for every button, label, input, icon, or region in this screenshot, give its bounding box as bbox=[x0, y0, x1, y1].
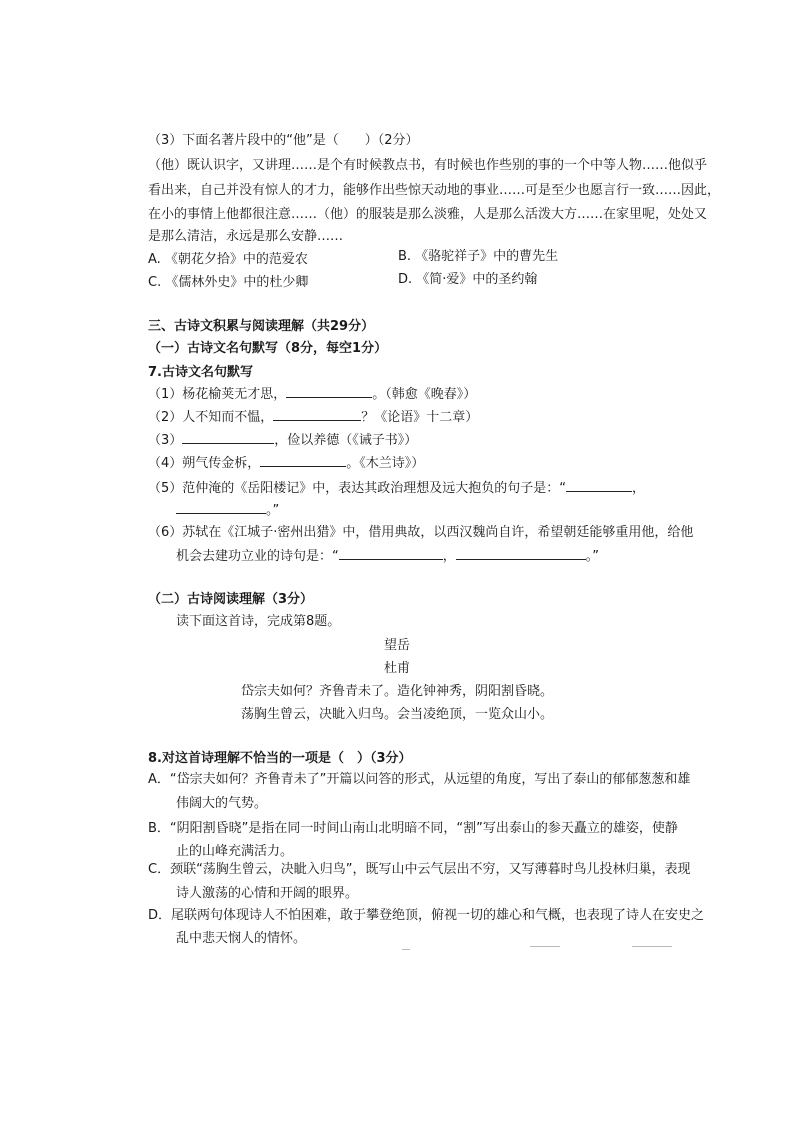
q7-item-3-label: （3） bbox=[148, 433, 183, 448]
part2-title: （二）古诗阅读理解（3分） bbox=[148, 592, 314, 607]
q7-item-3 bbox=[148, 431, 417, 450]
q7-item-2 bbox=[148, 408, 478, 427]
q7-title: 7.古诗文名句默写 bbox=[148, 365, 253, 380]
q7-item-6-text: 机会去建功立业的诗句是：“ bbox=[176, 549, 339, 564]
q8-option-c: C．颈联“荡胸生曾云，决眦入归鸟”，既写山中云气层出不穷，又写薄暮时鸟儿投林归巢，表现 bbox=[148, 862, 691, 877]
q7-item-6: （6）苏轼在《江城子·密州出猎》中，借用典故，以西汉魏尚自许，希望朝廷能够重用他，给他 bbox=[148, 525, 694, 540]
answer-blank[interactable] bbox=[273, 408, 361, 421]
q7-item-4-source: 。《木兰诗》） bbox=[346, 456, 425, 471]
q7-item-3-text: ，俭以养德（《诫子书》） bbox=[274, 433, 418, 448]
scan-mark bbox=[402, 949, 410, 950]
q8-option-a-cont: 伟阔大的气势。 bbox=[176, 796, 268, 811]
answer-blank[interactable] bbox=[260, 454, 346, 467]
q7-item-5-text: （5）范仲淹的《岳阳楼记》中，表达其政治理想及远大抱负的句子是：“ bbox=[148, 481, 567, 496]
section-title: 三、古诗文积累与阅读理解（共29分） bbox=[148, 319, 375, 334]
poem-author: 杜甫 bbox=[383, 661, 410, 676]
q7-item-5-comma: ， bbox=[632, 481, 646, 496]
q8-option-d-cont: 乱中悲天悯人的情怀。 bbox=[176, 931, 307, 946]
q7-item-5 bbox=[148, 479, 645, 498]
q3-passage-line: 在小的事情上他都很注意……（他）的服装是那么淡雅，人是那么活泼大方……在家里呢，处处又 bbox=[148, 207, 708, 222]
q7-item-1-text: （1）杨花榆荚无才思， bbox=[148, 387, 287, 402]
q7-item-6-end: 。” bbox=[585, 549, 600, 564]
q8-option-a: A．“岱宗夫如何？齐鲁青未了”开篇以问答的形式，从远望的角度，写出了泰山的郁郁葱葱和雄 bbox=[148, 772, 691, 787]
q7-item-2-text: （2）人不知而不愠， bbox=[148, 410, 274, 425]
answer-blank[interactable] bbox=[339, 547, 443, 560]
answer-blank[interactable] bbox=[176, 501, 266, 514]
part1-title: （一）古诗文名句默写（8分，每空1分） bbox=[148, 341, 388, 356]
q3-passage-line: 看出来，自己并没有惊人的才力，能够作出些惊天动地的事业……可是至少也愿言行一致……因此， bbox=[148, 183, 721, 198]
scan-mark bbox=[632, 946, 672, 947]
poem-title: 望岳 bbox=[383, 638, 410, 653]
answer-blank[interactable] bbox=[566, 479, 632, 492]
q7-item-2-source: ？《论语》十二章） bbox=[361, 410, 479, 425]
poem-line: 岱宗夫如何？齐鲁青未了。造化钟神秀，阴阳割昏晓。 bbox=[240, 684, 553, 699]
q3-option-c: C. 《儒林外史》中的杜少卿 bbox=[148, 275, 309, 290]
q8-option-d: D．尾联两句体现诗人不怕困难，敢于攀登绝顶，俯视一切的雄心和气概，也表现了诗人在安史之 bbox=[148, 908, 705, 923]
q3-stem: （3）下面名著片段中的“他”是（ ）（2分） bbox=[148, 133, 419, 148]
poem-line: 荡胸生曾云，决眦入归鸟。会当凌绝顶，一览众山小。 bbox=[240, 707, 553, 722]
q7-item-4 bbox=[148, 454, 424, 473]
part2-intro: 读下面这首诗，完成第8题。 bbox=[176, 614, 341, 629]
q7-item-6-comma: ， bbox=[442, 549, 456, 564]
q7-item-4-text: （4）朔气传金柝， bbox=[148, 456, 261, 471]
q7-item-1-source: 。（韩愈《晚春》） bbox=[372, 387, 477, 402]
q3-option-a: A. 《朝花夕拾》中的范爱农 bbox=[148, 252, 308, 267]
q8-option-b-cont: 止的山峰充满活力。 bbox=[176, 844, 294, 859]
q3-passage-line: （他）既认识字，又讲理……是个有时候教点书，有时候也作些别的事的一个中等人物……他似乎 bbox=[148, 158, 708, 173]
answer-blank[interactable] bbox=[456, 547, 586, 560]
q3-passage-line: 是那么清洁，永远是那么安静…… bbox=[148, 229, 344, 244]
scan-mark bbox=[530, 946, 560, 947]
answer-blank[interactable] bbox=[286, 385, 372, 398]
q7-item-5-end: 。” bbox=[266, 503, 280, 518]
q7-item-5-cont bbox=[176, 501, 279, 520]
q3-option-d: D. 《简·爱》中的圣约翰 bbox=[398, 272, 538, 287]
q7-item-1 bbox=[148, 385, 476, 404]
q8-option-b: B．“阴阳割昏晓”是指在同一时间山南山北明暗不同，“割”写出泰山的参天矗立的雄姿，使静 bbox=[148, 821, 678, 836]
q8-stem: 8.对这首诗理解不恰当的一项是（ ）（3分） bbox=[148, 751, 412, 766]
q7-item-6-cont bbox=[176, 547, 599, 566]
q3-option-b: B. 《骆驼祥子》中的曹先生 bbox=[398, 249, 559, 264]
q8-option-c-cont: 诗人激荡的心情和开阔的眼界。 bbox=[176, 886, 359, 901]
answer-blank[interactable] bbox=[182, 431, 274, 444]
